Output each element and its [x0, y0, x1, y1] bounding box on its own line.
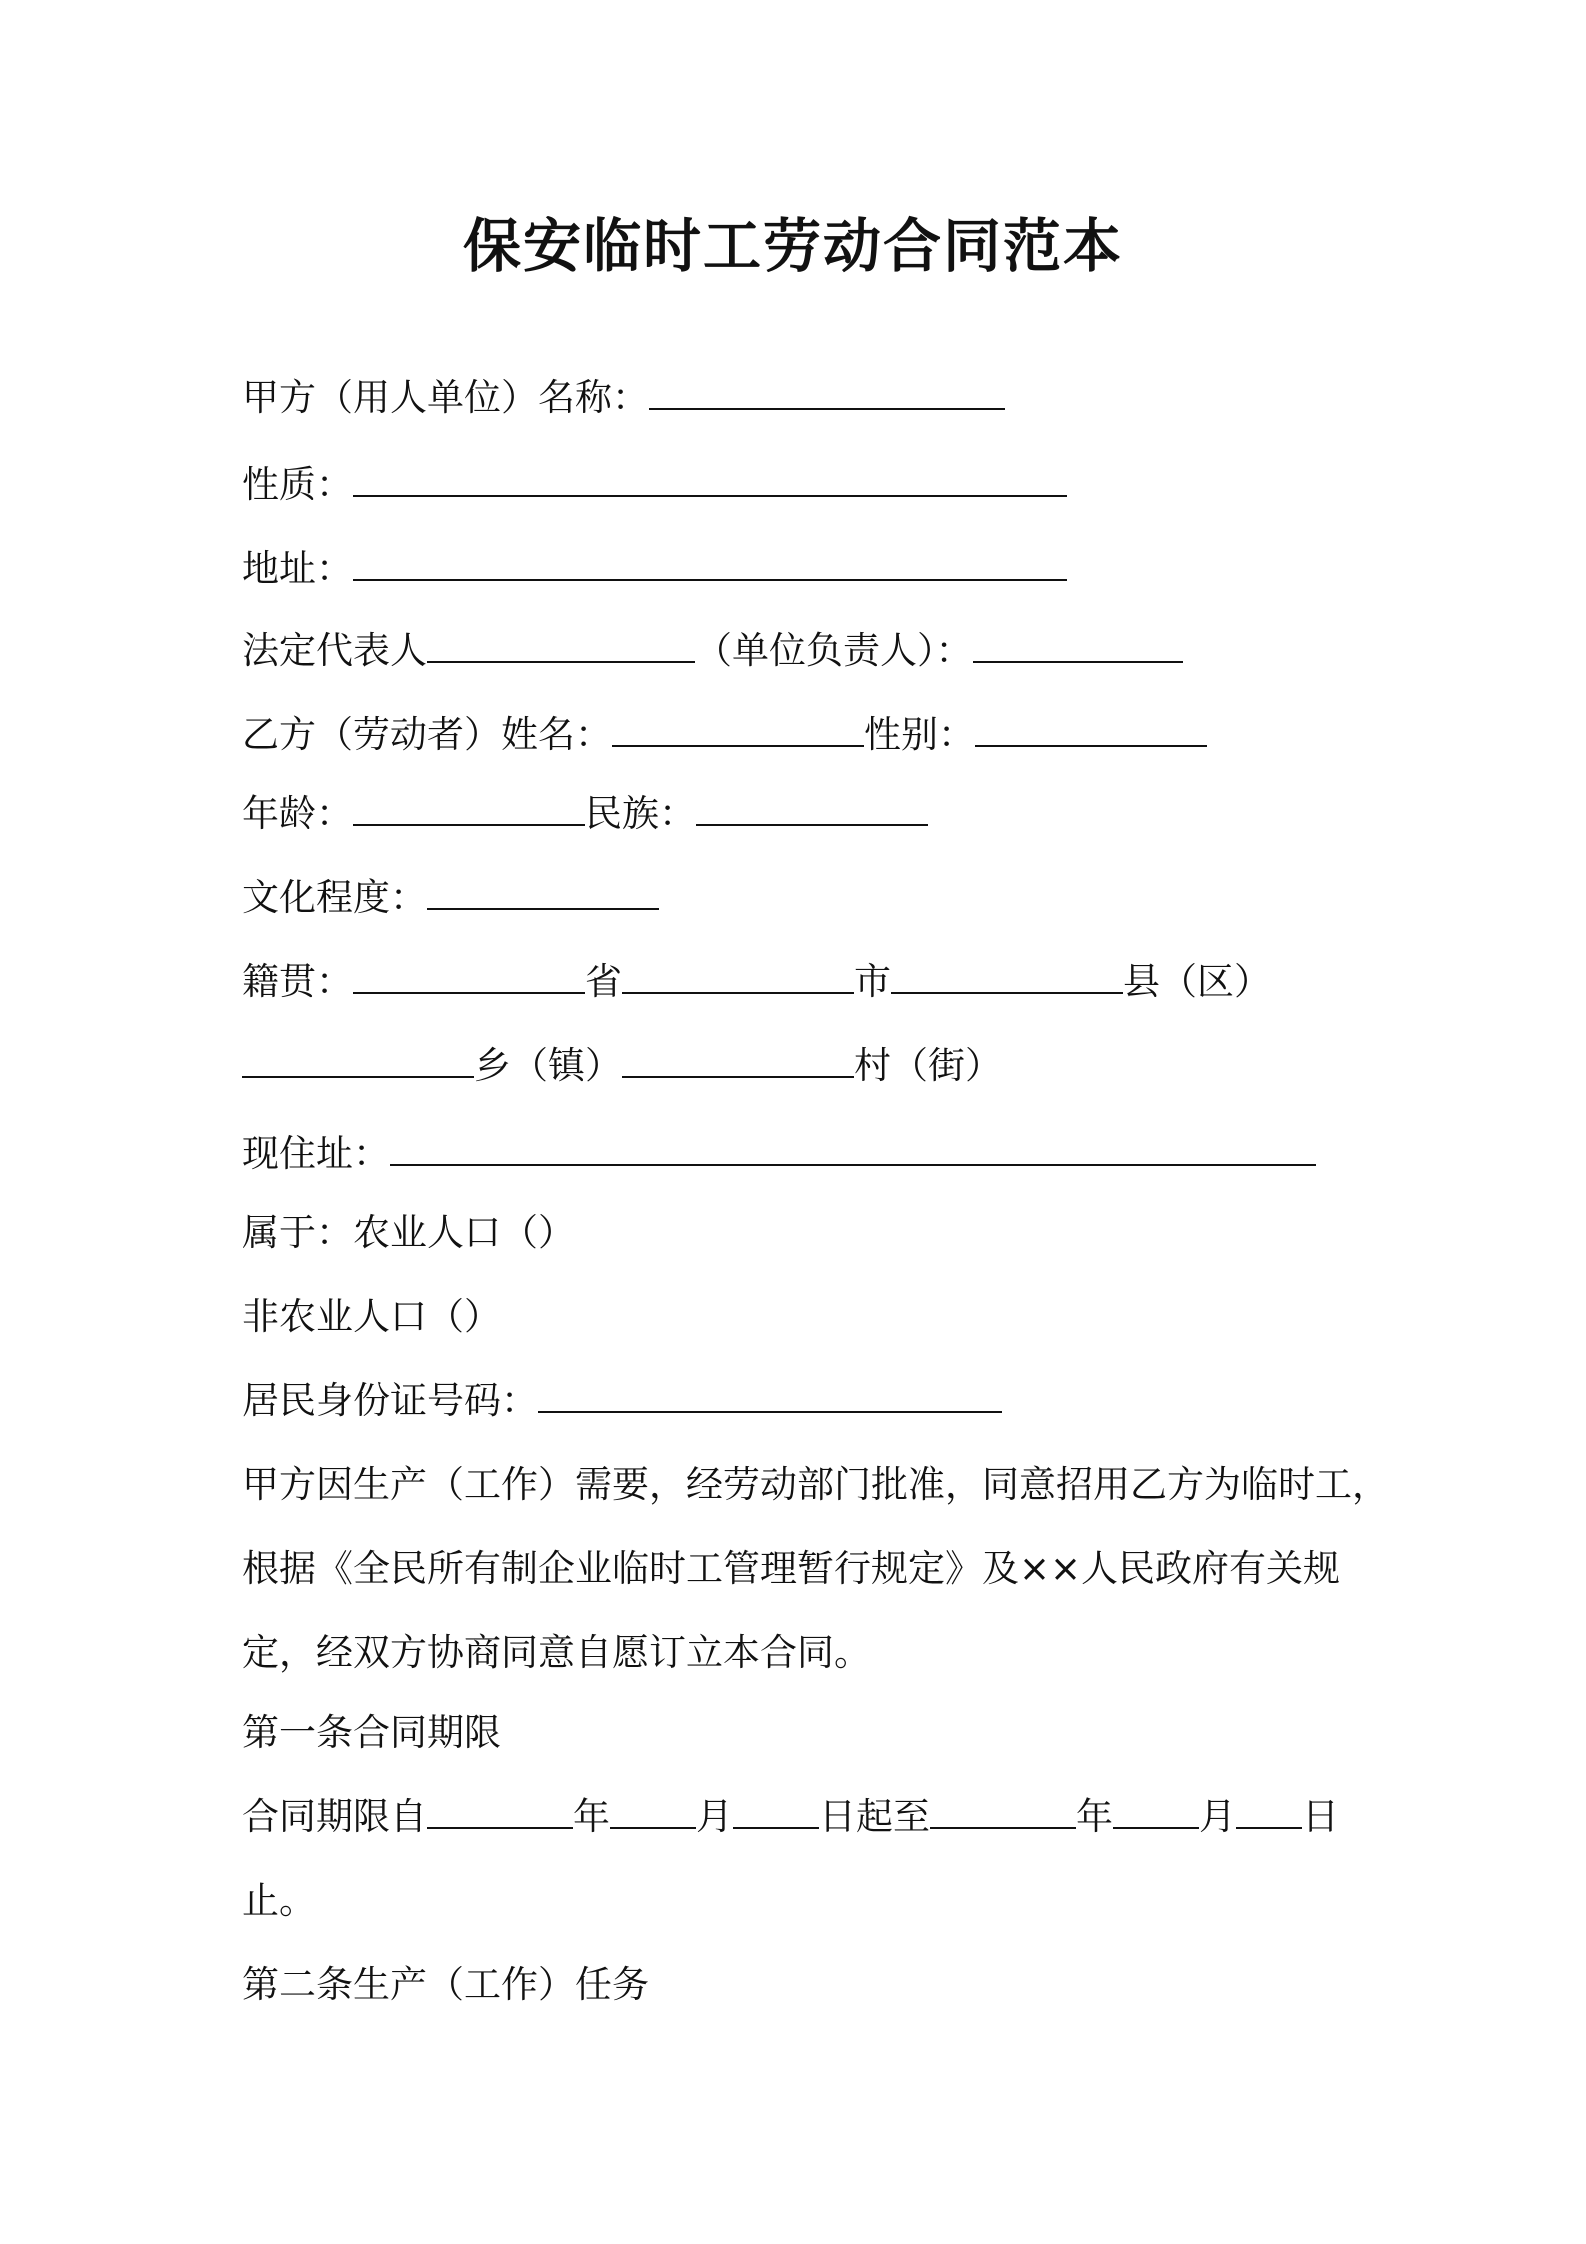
- line-native-place: [242, 956, 1271, 1008]
- line-address: [242, 543, 1067, 595]
- start-year-field[interactable]: [427, 1793, 573, 1829]
- start-year-label: 年: [573, 1795, 610, 1838]
- gender-field[interactable]: [975, 711, 1207, 747]
- term-prefix-label: 合同期限自: [242, 1795, 427, 1838]
- age-label: 年龄：: [242, 792, 353, 835]
- city-field[interactable]: [622, 958, 854, 994]
- line-belongs-agri: [242, 1207, 575, 1259]
- end-day-label: 日: [1302, 1795, 1339, 1838]
- ethnicity-field[interactable]: [696, 790, 928, 826]
- belongs-agri-label: 属于：农业人口（）: [242, 1211, 575, 1254]
- province-field[interactable]: [353, 958, 585, 994]
- non-agri-label: 非农业人口（）: [242, 1295, 501, 1338]
- county-field[interactable]: [891, 958, 1123, 994]
- end-year-label: 年: [1076, 1795, 1113, 1838]
- paragraph-1-line-2: 根据《全民所有制企业临时工管理暂行规定》及××人民政府有关规: [242, 1547, 1341, 1590]
- paragraph-1-line-1: 甲方因生产（工作）需要，经劳动部门批准，同意招用乙方为临时工，: [242, 1463, 1389, 1506]
- line-non-agri: [242, 1291, 501, 1343]
- end-day-field[interactable]: [1236, 1793, 1302, 1829]
- line-party-a-name: [242, 372, 1005, 424]
- ethnicity-label: 民族：: [585, 792, 696, 835]
- line-age: [242, 788, 928, 840]
- village-field[interactable]: [622, 1042, 854, 1078]
- line-current-address: [242, 1128, 1316, 1180]
- line-contract-term: [242, 1791, 1339, 1843]
- document-title: 保安临时工劳动合同范本: [462, 212, 1123, 280]
- end-month-field[interactable]: [1113, 1793, 1199, 1829]
- article-2-heading: 第二条生产（工作）任务: [242, 1963, 649, 2006]
- line-township: [242, 1040, 1002, 1092]
- term-end-text: 止。: [242, 1879, 316, 1922]
- id-number-field[interactable]: [538, 1377, 1002, 1413]
- line-id-number: [242, 1375, 1002, 1427]
- education-label: 文化程度：: [242, 876, 427, 919]
- age-field[interactable]: [353, 790, 585, 826]
- end-year-field[interactable]: [930, 1793, 1076, 1829]
- nature-field[interactable]: [353, 461, 1067, 497]
- native-place-label: 籍贯：: [242, 960, 353, 1003]
- legal-rep-label: 法定代表人: [242, 629, 427, 672]
- city-label: 市: [854, 960, 891, 1003]
- line-education: [242, 872, 659, 924]
- line-legal-rep: [242, 625, 1183, 677]
- end-month-label: 月: [1199, 1795, 1236, 1838]
- township-label: 乡（镇）: [474, 1044, 622, 1087]
- party-b-name-label: 乙方（劳动者）姓名：: [242, 713, 612, 756]
- education-field[interactable]: [427, 874, 659, 910]
- current-address-label: 现住址：: [242, 1132, 390, 1175]
- party-a-name-label: 甲方（用人单位）名称：: [242, 376, 649, 419]
- legal-rep-field[interactable]: [427, 627, 695, 663]
- address-label: 地址：: [242, 547, 353, 590]
- province-label: 省: [585, 960, 622, 1003]
- unit-head-field[interactable]: [973, 627, 1183, 663]
- start-month-label: 月: [696, 1795, 733, 1838]
- village-label: 村（街）: [854, 1044, 1002, 1087]
- county-label: 县（区）: [1123, 960, 1271, 1003]
- address-field[interactable]: [353, 545, 1067, 581]
- party-a-name-field[interactable]: [649, 374, 1005, 410]
- township-field[interactable]: [242, 1042, 474, 1078]
- party-b-name-field[interactable]: [612, 711, 864, 747]
- start-day-label: 日起至: [819, 1795, 930, 1838]
- start-month-field[interactable]: [610, 1793, 696, 1829]
- article-1-heading: 第一条合同期限: [242, 1711, 501, 1754]
- gender-label: 性别：: [864, 713, 975, 756]
- current-address-field[interactable]: [390, 1130, 1316, 1166]
- line-nature: [242, 459, 1067, 511]
- paragraph-1-line-3: 定，经双方协商同意自愿订立本合同。: [242, 1631, 871, 1674]
- start-day-field[interactable]: [733, 1793, 819, 1829]
- id-number-label: 居民身份证号码：: [242, 1379, 538, 1422]
- unit-head-label: （单位负责人）：: [695, 629, 973, 672]
- line-party-b: [242, 709, 1207, 761]
- nature-label: 性质：: [242, 463, 353, 506]
